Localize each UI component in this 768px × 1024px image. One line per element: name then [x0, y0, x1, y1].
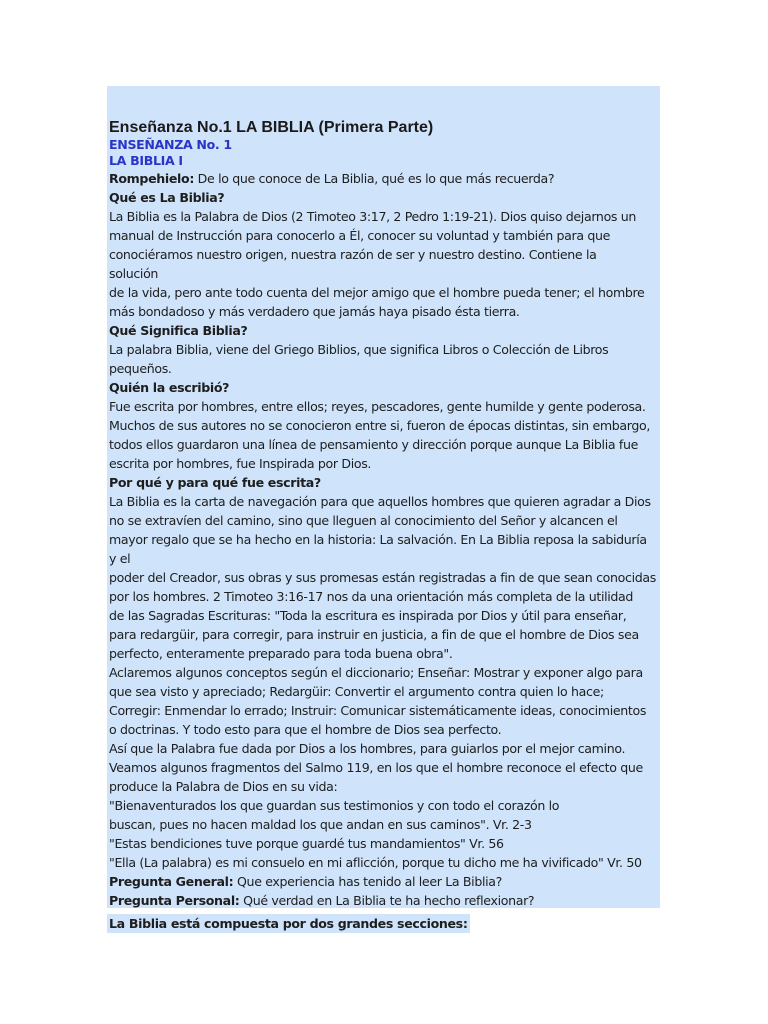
text-line: Fue escrita por hombres, entre ellos; reyes, pescadores, gente humilde y gente poderosa.	[109, 399, 646, 414]
text-line: "Bienaventurados los que guardan sus testimonios y con todo el corazón lo	[109, 798, 560, 813]
rompehielo-label: Rompehielo:	[109, 171, 195, 186]
question-heading: Por qué y para qué fue escrita?	[109, 475, 321, 490]
text-line: conociéramos nuestro origen, nuestra razón de ser y nuestro destino. Contiene la	[109, 247, 597, 262]
text-line: que sea visto y apreciado; Redargüir: Convertir el argumento contra quien lo hace;	[109, 684, 604, 699]
text-line: buscan, pues no hacen maldad los que andan en sus caminos". Vr. 2-3	[109, 817, 532, 832]
text-line: perfecto, enteramente preparado para toda buena obra".	[109, 646, 453, 661]
personal-question-label: Pregunta Personal:	[109, 893, 240, 908]
document-body	[109, 118, 661, 910]
general-question-label: Pregunta General:	[109, 874, 234, 889]
paragraph-meaning	[109, 340, 661, 378]
text-line: no se extravíen del camino, sino que lleguen al conocimiento del Señor y alcancen el	[109, 513, 618, 528]
text-line: Así que la Palabra fue dada por Dios a los hombres, para guiarlos por el mejor camino.	[109, 741, 626, 756]
text-line: "Estas bendiciones tuve porque guardé tus mandamientos" Vr. 56	[109, 836, 504, 851]
subtitle-bible: LA BIBLIA I	[109, 153, 183, 168]
text-line: para redargüir, para corregir, para instruir en justicia, a fin de que el hombre de Dios sea	[109, 627, 639, 642]
text-line: pequeños.	[109, 361, 172, 376]
subtitle-teaching: ENSEÑANZA No. 1	[109, 137, 232, 152]
question-heading: Qué Significa Biblia?	[109, 323, 248, 338]
general-question-line	[109, 872, 661, 891]
personal-question-text: Qué verdad en La Biblia te ha hecho reflexionar?	[239, 893, 535, 908]
text-line: produce la Palabra de Dios en su vida:	[109, 779, 338, 794]
text-line: o doctrinas. Y todo esto para que el hombre de Dios sea perfecto.	[109, 722, 502, 737]
paragraph-purpose	[109, 492, 661, 872]
text-line: La Biblia es la Palabra de Dios (2 Timoteo 3:17, 2 Pedro 1:19-21). Dios quiso dejarnos un	[109, 209, 637, 224]
question-heading: Quién la escribió?	[109, 380, 230, 395]
text-line: todos ellos guardaron una línea de pensamiento y dirección porque aunque La Biblia fue	[109, 437, 638, 452]
rompehielo-text: De lo que conoce de La Biblia, qué es lo que más recuerda?	[194, 171, 555, 186]
text-line: La Biblia es la carta de navegación para que aquellos hombres que quieren agradar a Dios	[109, 494, 651, 509]
text-line: por los hombres. 2 Timoteo 3:16-17 nos da una orientación más completa de la utilidad	[109, 589, 634, 604]
text-line: más bondadoso y más verdadero que jamás haya pisado ésta tierra.	[109, 304, 520, 319]
text-line: de las Sagradas Escrituras: "Toda la escritura es inspirada por Dios y útil para enseñar,	[109, 608, 627, 623]
text-line: Muchos de sus autores no se conocieron entre si, fueron de épocas distintas, sin embargo,	[109, 418, 651, 433]
text-line: escrita por hombres, fue Inspirada por Dios.	[109, 456, 372, 471]
general-question-text: Que experiencia has tenido al leer La Biblia?	[233, 874, 502, 889]
paragraph-authors	[109, 397, 661, 473]
text-line: manual de Instrucción para conocerlo a Él, conocer su voluntad y también para que	[109, 228, 611, 243]
sections-heading: La Biblia está compuesta por dos grandes secciones:	[109, 916, 468, 931]
text-line: La palabra Biblia, viene del Griego Biblios, que significa Libros o Colección de Libros	[109, 342, 609, 357]
text-line: Veamos algunos fragmentos del Salmo 119, en los que el hombre reconoce el efecto que	[109, 760, 643, 775]
personal-question-line	[109, 891, 661, 910]
text-line: solución	[109, 266, 159, 281]
text-line: "Ella (La palabra) es mi consuelo en mi aflicción, porque tu dicho me ha vivificado" Vr. 50	[109, 855, 642, 870]
text-line: de la vida, pero ante todo cuenta del mejor amigo que el hombre pueda tener; el hombre	[109, 285, 645, 300]
page-title: Enseñanza No.1 LA BIBLIA (Primera Parte)	[109, 119, 434, 136]
text-line: poder del Creador, sus obras y sus promesas están registradas a fin de que sean conocidas	[109, 570, 656, 585]
rompehielo-line	[109, 169, 661, 188]
text-line: Aclaremos algunos conceptos según el diccionario; Enseñar: Mostrar y exponer algo para	[109, 665, 643, 680]
text-line: y el	[109, 551, 131, 566]
text-line: Corregir: Enmendar lo errado; Instruir: Comunicar sistemáticamente ideas, conocimientos	[109, 703, 647, 718]
text-line: mayor regalo que se ha hecho en la historia: La salvación. En La Biblia reposa la sabiduría	[109, 532, 647, 547]
question-heading: Qué es La Biblia?	[109, 190, 225, 205]
paragraph-what-is-bible	[109, 207, 661, 321]
